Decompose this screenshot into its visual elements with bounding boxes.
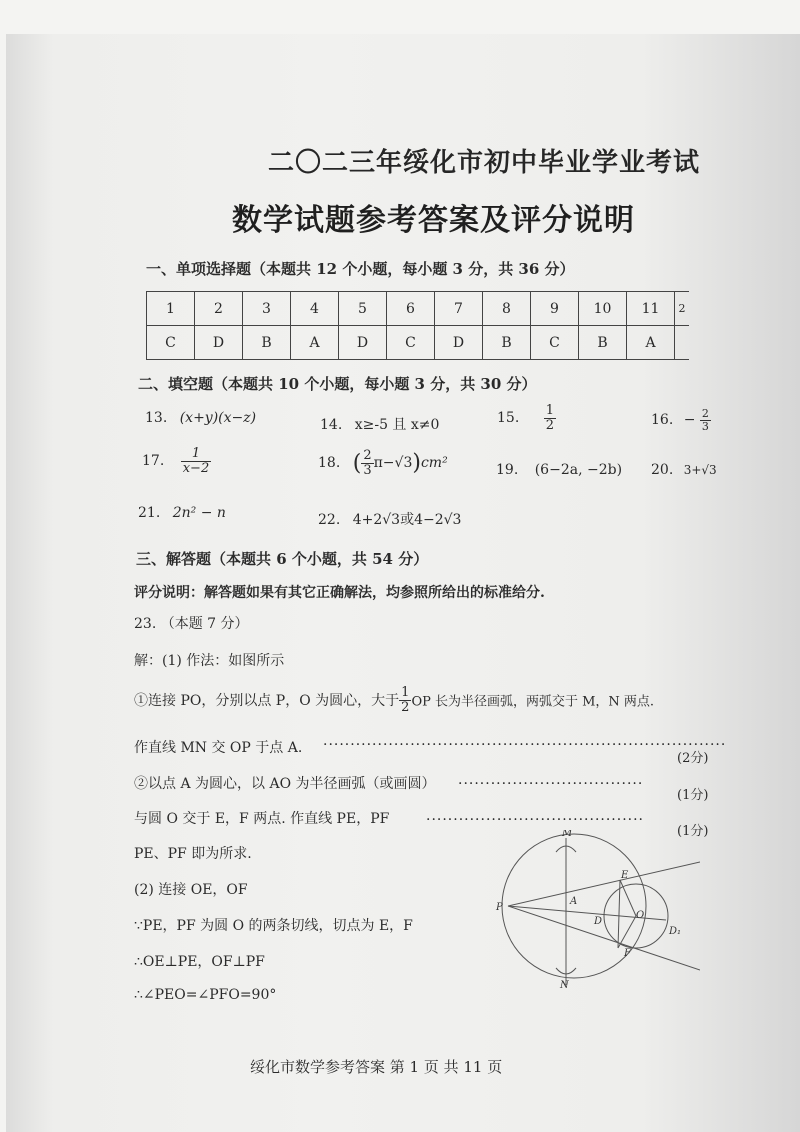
label-n: N (560, 980, 569, 990)
step2-line1: ②以点 A 为圆心，以 AO 为半径画弧（或画圆） (134, 776, 436, 792)
q20-answer: 3+√3 (683, 463, 717, 477)
table-cell: C (531, 326, 579, 360)
label-o: O (636, 910, 645, 921)
q14-number: 14. (320, 417, 343, 433)
grading-note: 评分说明：解答题如果有其它正确解法，均参照所给出的标准给分. (134, 585, 545, 601)
leader-dots: ·································· (458, 776, 644, 792)
step2b-score: (1分) (677, 824, 709, 839)
solution-heading: 解：(1) 作法：如图所示 (134, 653, 285, 669)
q15-numerator: 1 (545, 403, 554, 418)
label-d1: D₁ (669, 926, 682, 937)
label-d: D (594, 916, 603, 927)
geometry-figure (490, 830, 700, 990)
q13 (145, 410, 256, 426)
q18-rest: π−√3 (373, 455, 413, 472)
q17-number: 17. (142, 453, 165, 470)
table-cell: 8 (483, 292, 531, 326)
step1-text-post: OP 长为半径画弧，两弧交于 M，N 两点. (411, 694, 655, 710)
line-pe (508, 862, 700, 906)
table-cell: 3 (243, 292, 291, 326)
step2a-score: (1分) (677, 788, 709, 803)
table-cell: B (579, 326, 627, 360)
label-p: P (496, 902, 503, 913)
exam-title: 二〇二三年绥化市初中毕业学业考试 (268, 148, 701, 178)
q15-fraction (544, 404, 556, 432)
table-cell: 7 (435, 292, 483, 326)
q22 (318, 509, 461, 529)
part2-line3: ∴∠PEO=∠PFO=90° (134, 987, 277, 1003)
table-cell: 1 (147, 292, 195, 326)
q15-number: 15. (497, 410, 520, 427)
q17 (142, 447, 211, 475)
label-m: M (562, 830, 573, 839)
label-a: A (570, 896, 578, 907)
q21-answer: 2n² − n (172, 505, 226, 521)
table-cell: C (387, 326, 435, 360)
step1-line (134, 686, 654, 714)
question-23-header: 23. （本题 7 分） (134, 616, 249, 632)
q22-number: 22. (318, 512, 341, 528)
label-e: E (621, 870, 629, 881)
table-cell: 2 (675, 292, 690, 326)
q18-unit: cm² (420, 455, 448, 472)
section1-title: 一、单项选择题（本题共 12 个小题，每小题 3 分，共 36 分） (146, 260, 575, 278)
step1-denominator: 2 (401, 699, 410, 715)
section2-title: 二、填空题（本题共 10 个小题，每小题 3 分，共 30 分） (138, 375, 537, 393)
step1-line2: 作直线 MN 交 OP 于点 A. (134, 740, 303, 756)
q16-sign: − (683, 412, 696, 429)
step1-fraction (399, 686, 411, 714)
table-cell: 4 (291, 292, 339, 326)
part2-heading: (2) 连接 OE，OF (134, 882, 248, 898)
table-cell: 10 (579, 292, 627, 326)
q20 (651, 462, 717, 478)
table-cell: D (339, 326, 387, 360)
q19 (496, 462, 622, 478)
table-cell: 9 (531, 292, 579, 326)
part2-line1: ∵PE，PF 为圆 O 的两条切线，切点为 E，F (134, 918, 413, 934)
table-cell: 2 (195, 292, 243, 326)
table-cell: C (147, 326, 195, 360)
q18-numerator: 2 (363, 448, 372, 463)
q18-paren-open: ( (352, 450, 362, 476)
step2-line2: 与圆 O 交于 E，F 两点. 作直线 PE，PF (134, 811, 390, 827)
document-title: 数学试题参考答案及评分说明 (232, 203, 635, 238)
table-cell: D (435, 326, 483, 360)
table-cell: B (243, 326, 291, 360)
table-cell: A (627, 326, 675, 360)
answer-table-answers-row (147, 326, 690, 360)
q15 (497, 404, 556, 432)
q19-number: 19. (496, 462, 519, 478)
leader-dots: ·········································································· (323, 737, 727, 753)
q14-answer: x≥-5 且 x≠0 (354, 417, 440, 433)
q16-denominator: 3 (701, 419, 709, 433)
q16 (651, 408, 711, 432)
q14 (320, 414, 439, 434)
q18 (318, 449, 448, 477)
q13-number: 13. (145, 410, 168, 426)
q21-number: 21. (138, 505, 161, 521)
table-cell: A (291, 326, 339, 360)
q15-denominator: 2 (545, 417, 554, 433)
label-f: F (624, 948, 631, 959)
table-cell: 5 (339, 292, 387, 326)
step1-text-pre: ①连接 PO，分别以点 P，O 为圆心，大于 (134, 693, 400, 710)
table-cell: 6 (387, 292, 435, 326)
leader-dots: ········································ (426, 812, 645, 828)
table-cell (675, 326, 690, 360)
q18-fraction (361, 449, 373, 477)
section3-title: 三、解答题（本题共 6 个小题，共 54 分） (136, 550, 429, 568)
step2-line3: PE、PF 即为所求. (134, 846, 252, 862)
q20-number: 20. (651, 462, 674, 478)
table-cell: 11 (627, 292, 675, 326)
step1-score: (2分) (677, 751, 709, 766)
q18-paren-close: ) (412, 450, 421, 476)
table-cell: D (195, 326, 243, 360)
page-footer: 绥化市数学参考答案 第 1 页 共 11 页 (250, 1058, 503, 1076)
table-cell: B (483, 326, 531, 360)
q16-number: 16. (651, 412, 674, 429)
segment-fo (618, 916, 636, 948)
step1-numerator: 1 (401, 685, 410, 700)
q18-denominator: 3 (363, 462, 372, 478)
part2-line2: ∴OE⊥PE，OF⊥PF (134, 954, 265, 970)
q17-fraction (181, 447, 212, 475)
q17-denominator: x−2 (182, 460, 210, 476)
q22-answer: 4+2√3或4−2√3 (352, 512, 462, 528)
q21 (138, 505, 226, 521)
q13-answer: (x+y)(x−z) (179, 410, 257, 426)
q18-number: 18. (318, 455, 341, 472)
segment-ef (618, 880, 620, 948)
q19-answer: (6−2a, −2b) (534, 462, 623, 478)
answer-table-numbers-row (147, 292, 690, 326)
answer-table (146, 291, 689, 360)
q16-numerator: 2 (701, 407, 709, 420)
q17-numerator: 1 (181, 447, 212, 462)
q16-fraction (700, 408, 711, 432)
